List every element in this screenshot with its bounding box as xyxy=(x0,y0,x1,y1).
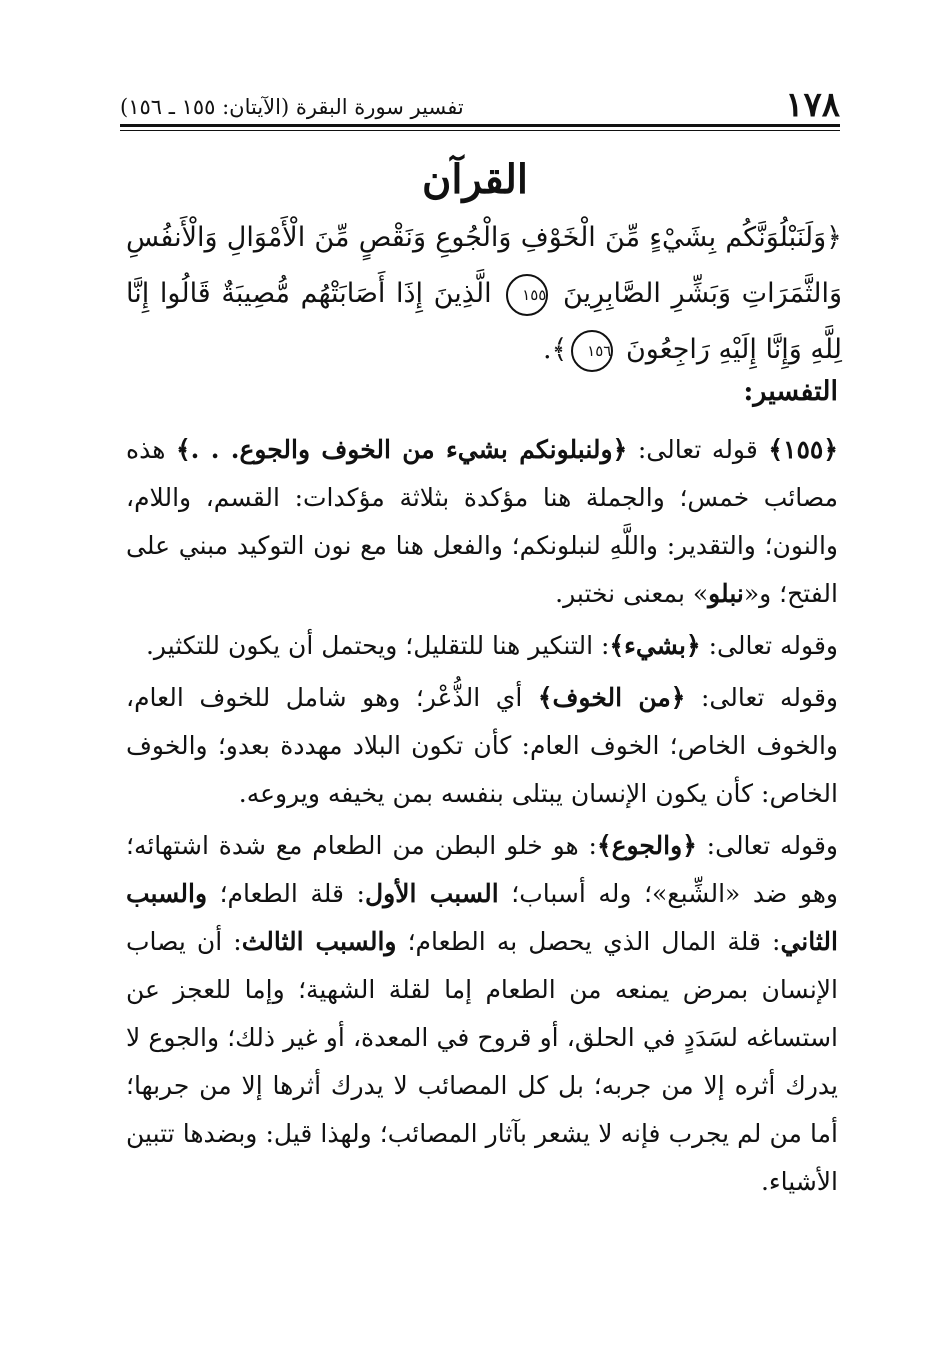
paragraph-text: قوله تعالى: xyxy=(627,435,769,464)
quran-verse xyxy=(126,210,842,378)
paragraph-text: : قلة المال الذي يحصل به الطعام؛ xyxy=(396,927,781,956)
verse-number-ref: ﴿١٥٥﴾ xyxy=(768,435,838,464)
tafsir-heading: التفسير: xyxy=(743,376,838,407)
header-rule-thick xyxy=(120,124,840,127)
paragraph-text: وقوله تعالى: xyxy=(685,683,838,712)
paragraph-text: : التنكير هنا للتقليل؛ ويحتمل أن يكون للتكثير. xyxy=(145,631,610,660)
ayah-number-marker: ١٥٦ xyxy=(571,330,613,372)
quoted-phrase: ﴿من الخوف﴾ xyxy=(537,683,686,712)
quoted-phrase: ﴿ولنبلونكم بشيء من الخوف والجوع. . .﴾ xyxy=(176,435,628,464)
quran-heading: القرآن xyxy=(421,156,529,203)
cause-label: والسبب الثاني xyxy=(126,879,838,956)
ayah-number-marker: ١٥٥ xyxy=(506,274,548,316)
paragraph-text: : أن يصاب الإنسان بمرض يمنعه من الطعام إما لقلة الشهية؛ وإما للعجز عن استساغه لسَدَدٍ في الحلق، أو قروح في المعدة، أو غير ذلك؛ والجوع لا يدرك أثره إلا من جربه؛ بل كل المصائب لا يدرك أثرها إلا من جربها؛ أما من لم يجرب فإنه لا يشعر بآثار المصائب؛ ولهذا قيل: وبضدها تتبين الأشياء. xyxy=(126,927,838,1196)
page-number: ١٧٨ xyxy=(785,85,840,125)
paragraph-text: : هو خلو البطن من الطعام مع شدة اشتهائه؛ وهو ضد «الشِّبع»؛ وله أسباب؛ xyxy=(126,831,838,908)
tafsir-body xyxy=(126,426,838,1210)
page-header xyxy=(120,82,840,125)
paragraph xyxy=(126,622,838,670)
verse-end: ﴾. xyxy=(542,334,568,365)
paragraph xyxy=(126,822,838,1206)
running-title: تفسير سورة البقرة (الآيتان: ١٥٥ ـ ١٥٦) xyxy=(120,95,464,119)
quoted-phrase: ﴿والجوع﴾ xyxy=(596,831,697,860)
paragraph-text: وقوله تعالى: xyxy=(696,831,838,860)
quoted-phrase: ﴿بشيء﴾ xyxy=(609,631,701,660)
verse-text: ﴿وَلَنَبْلُوَنَّكُم بِشَيْءٍ مِّنَ الْخَوْفِ وَالْجُوعِ وَنَقْصٍ مِّنَ الْأَمْوَالِ وَالْأَنفُسِ وَالثَّمَرَاتِ وَبَشِّرِ الصَّابِرِينَ xyxy=(126,222,842,309)
paragraph-text: : قلة الطعام؛ xyxy=(207,879,365,908)
header-rule-thin xyxy=(120,130,840,131)
verse-text: الَّذِينَ إِذَا أَصَابَتْهُم مُّصِيبَةٌ قَالُوا إِنَّا لِلَّهِ وَإِنَّا إِلَيْهِ رَاجِعُونَ xyxy=(126,278,842,365)
paragraph-text: وقوله تعالى: xyxy=(700,631,838,660)
paragraph-text: » بمعنى نختبر. xyxy=(555,579,709,608)
quoted-word: نبلو xyxy=(708,579,744,608)
paragraph-text: أي الذُّعْر؛ وهو شامل للخوف العام، والخوف الخاص؛ الخوف العام: كأن تكون البلاد مهددة بعدو؛ والخوف الخاص: كأن يكون الإنسان يبتلى بنفسه بمن يخيفه ويروعه. xyxy=(126,683,838,808)
paragraph xyxy=(126,426,838,618)
cause-label: السبب الأول xyxy=(364,879,499,908)
cause-label: والسبب الثالث xyxy=(241,927,397,956)
paragraph xyxy=(126,674,838,818)
paragraph-text: هذه مصائب خمس؛ والجملة هنا مؤكدة بثلاثة مؤكدات: القسم، واللام، والنون؛ والتقدير: واللَّهِ لنبلونكم؛ والفعل هنا مع نون التوكيد مبني على الفتح؛ و« xyxy=(126,435,838,608)
